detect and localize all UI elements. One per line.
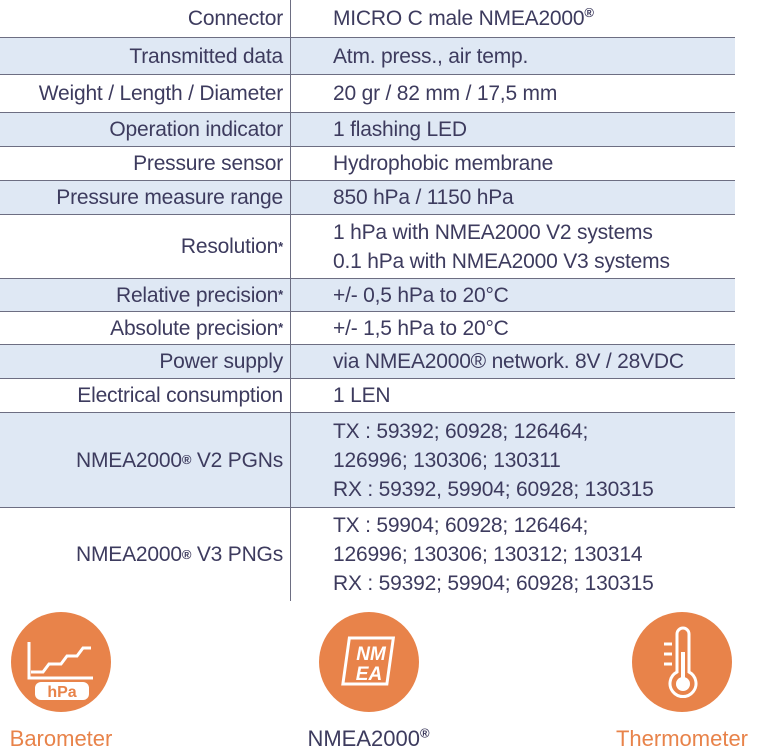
spec-value [291,215,735,278]
barometer-icon [11,612,111,712]
spec-row [0,181,735,215]
spec-label-text: Connector [187,7,283,30]
spec-label-text: Electrical consumption [77,384,283,407]
spec-label [0,38,291,74]
barometer-badge: hPa [47,684,77,701]
spec-value-line: Atm. press., air temp. [333,44,529,68]
nmea-caption-text: NMEA2000 [307,726,420,751]
spec-row [0,413,735,508]
spec-label [0,75,291,112]
nmea-logo-icon [319,612,419,712]
spec-value [291,279,735,311]
spec-label: Relative precision * [0,279,291,311]
spec-label [0,181,291,214]
spec-value: MICRO C male NMEA2000® [333,5,594,30]
spec-label: NMEA2000 ® V3 PNGs [0,508,291,601]
spec-value-line: +/- 0,5 hPa to 20°C [333,283,509,307]
nmea-logo-top: NM [355,644,386,665]
spec-label-suffix: V2 PGNs [191,448,283,472]
spec-value-line: 1 hPa with NMEA2000 V2 systems [333,220,653,244]
spec-row [0,0,735,38]
spec-row [0,147,735,181]
spec-row [0,508,735,601]
spec-label [0,0,291,37]
spec-row [0,345,735,379]
spec-value-line: 1 LEN [333,384,391,407]
barometer-caption: Barometer [9,726,113,751]
spec-row [0,312,735,345]
spec-row [0,113,735,147]
spec-value-line: 1 flashing LED [333,118,467,141]
spec-value-line: 20 gr / 82 mm / 17,5 mm [333,82,558,105]
spec-value [291,345,735,378]
spec-label-text: Absolute precision [110,316,279,340]
nmea-logo-bottom: EA [355,664,382,685]
spec-label [0,379,291,412]
spec-row [0,75,735,113]
spec-label [0,113,291,146]
spec-value [291,312,735,344]
spec-value-line: 126996; 130306; 130312; 130314 [333,543,643,566]
spec-label-text: NMEA2000 [76,448,182,472]
spec-label-text: Pressure measure range [56,186,283,209]
spec-label: Resolution * [0,215,291,278]
spec-row [0,215,735,279]
nmea-caption: NMEA2000® [307,725,430,751]
spec-value-line: TX : 59392; 60928; 126464; [333,419,589,443]
thermometer-feature [608,612,756,752]
spec-label-suffix: V3 PNGs [191,543,283,566]
spec-label-text: Transmitted data [129,44,283,68]
spec-value-line: 850 hPa / 1150 hPa [333,186,514,209]
spec-label-text: Power supply [159,350,283,373]
spec-value [291,508,735,601]
spec-label-text: Operation indicator [109,118,283,141]
spec-row [0,379,735,413]
spec-value-line: 0.1 hPa with NMEA2000 V3 systems [333,249,670,273]
spec-label-text: Relative precision [115,283,279,307]
spec-value [291,75,735,112]
spec-value [291,413,735,507]
spec-value-line: via NMEA2000® network. 8V / 28VDC [333,350,684,373]
thermometer-icon [632,612,732,712]
spec-value-line: MICRO C male NMEA2000 [333,7,585,30]
spec-value-line: RX : 59392; 59904; 60928; 130315 [333,572,654,595]
feature-icons [0,612,757,756]
thermometer-caption: Thermometer [615,726,749,751]
spec-value [291,113,735,146]
spec-value-line: RX : 59392, 59904; 60928; 130315 [333,477,654,501]
nmea-feature [296,612,441,752]
spec-value-line: Hydrophobic membrane [333,152,554,175]
spec-value [291,38,735,74]
spec-value-line: +/- 1,5 hPa to 20°C [333,316,509,340]
spec-label-text: Pressure sensor [133,152,283,175]
spec-label-text: Weight / Length / Diameter [38,82,283,105]
spec-value-line: 126996; 130306; 130311 [333,448,561,472]
spec-label: Absolute precision * [0,312,291,344]
spec-row [0,279,735,312]
spec-value-line: TX : 59904; 60928; 126464; [333,514,589,537]
spec-label [0,345,291,378]
spec-label [0,147,291,180]
spec-value [291,147,735,180]
spec-label: NMEA2000 ® V2 PGNs [0,413,291,507]
spec-value [291,379,735,412]
spec-value [291,181,735,214]
spec-row [0,38,735,75]
barometer-feature [5,612,117,752]
spec-label-text: Resolution [180,235,279,258]
spec-label-text: NMEA2000 [76,543,182,566]
